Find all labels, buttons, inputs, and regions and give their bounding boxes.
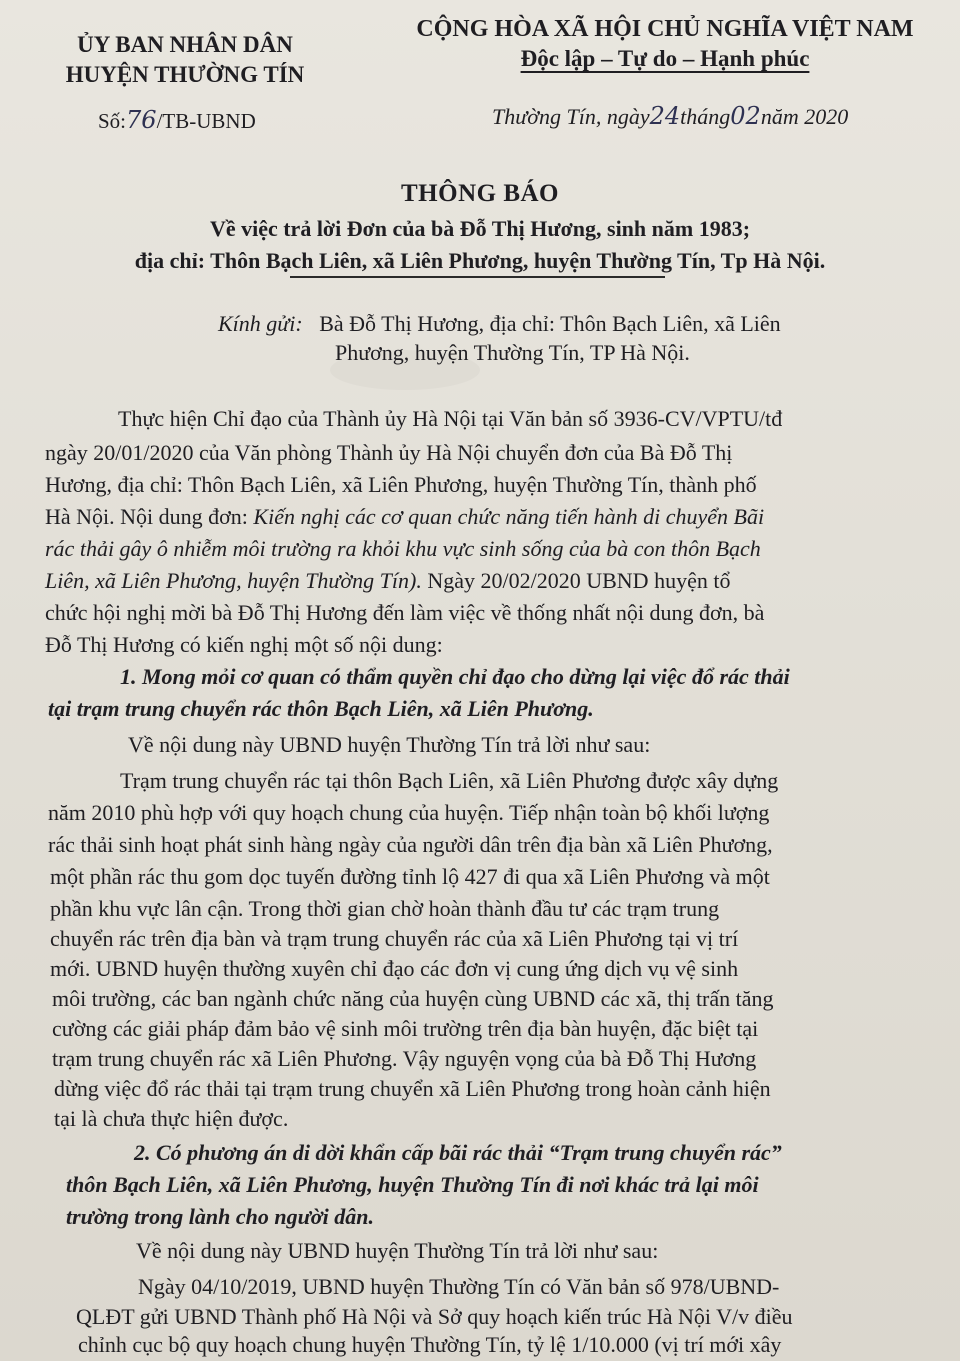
body-line: phần khu vực lân cận. Trong thời gian chờ hoàn thành đầu tư các trạm trung (50, 896, 720, 921)
body-line: Về nội dung này UBND huyện Thường Tín trả lời như sau: (128, 732, 651, 757)
body-text-normal: Hà Nội. Nội dung đơn: (45, 504, 254, 529)
body-line: tại trạm trung chuyển rác thôn Bạch Liên, xã Liên Phương. (48, 696, 594, 721)
document-number (98, 106, 256, 134)
doc-number-suffix: /TB-UBND (156, 109, 256, 133)
country-name: CỘNG HÒA XÃ HỘI CHỦ NGHĨA VIỆT NAM (416, 16, 914, 42)
body-line: tại là chưa thực hiện được. (54, 1106, 289, 1131)
body-line: Ngày 04/10/2019, UBND huyện Thường Tín có Văn bản số 978/UBND- (138, 1274, 780, 1299)
subtitle-line-2: địa chỉ: Thôn Bạch Liên, xã Liên Phương, huyện Thường Tín, Tp Hà Nội. (134, 248, 826, 273)
title-underline (290, 276, 665, 278)
body-line: rác thải gây ô nhiễm môi trường ra khỏi khu vực sinh sống của bà con thôn Bạch (45, 536, 761, 561)
issuing-authority (40, 30, 330, 90)
date-place: Thường Tín, ngày (492, 104, 650, 129)
doc-number-handwritten: 76 (126, 106, 157, 134)
recipient-label: Kính gửi: (218, 311, 303, 336)
authority-line-1: ỦY BAN NHÂN DÂN (77, 32, 293, 57)
date-line (492, 102, 848, 130)
national-motto: Độc lập – Tự do – Hạnh phúc (520, 46, 810, 71)
body-line: cường các giải pháp đảm bảo vệ sinh môi trường trên địa bàn huyện, đặc biệt tại (52, 1016, 759, 1041)
body-line: Về nội dung này UBND huyện Thường Tín trả lời như sau: (136, 1238, 659, 1263)
recipient-block (218, 308, 781, 340)
doc-number-prefix: Số: (98, 109, 127, 133)
body-text-italic: Liên, xã Liên Phương, huyện Thường Tín). (45, 568, 422, 593)
body-line: trạm trung chuyển rác xã Liên Phương. Vậy nguyện vọng của bà Đỗ Thị Hương (52, 1046, 757, 1071)
body-line: chỉnh cục bộ quy hoạch chung huyện Thường Tín, tỷ lệ 1/10.000 (vị trí mới xây (78, 1332, 782, 1357)
body-line: môi trường, các ban ngành chức năng của huyện cùng UBND các xã, thị trấn tăng (52, 986, 774, 1011)
date-year: năm 2020 (760, 104, 849, 129)
body-line: Đỗ Thị Hương có kiến nghị một số nội dung: (45, 632, 443, 657)
body-text-normal: Ngày 20/02/2020 UBND huyện tổ (421, 568, 731, 593)
national-header (395, 14, 935, 74)
body-line: Thực hiện Chỉ đạo của Thành ủy Hà Nội tại Văn bản số 3936-CV/VPTU/tđ (118, 406, 783, 431)
recipient-line-2: Phương, huyện Thường Tín, TP Hà Nội. (335, 340, 690, 365)
body-line: mới. UBND huyện thường xuyên chỉ đạo các đơn vị cung ứng dịch vụ vệ sinh (50, 956, 739, 981)
body-line: thôn Bạch Liên, xã Liên Phương, huyện Thường Tín đi nơi khác trả lại môi (66, 1172, 759, 1197)
body-line: 1. Mong mỏi cơ quan có thẩm quyền chỉ đạo cho dừng lại việc đổ rác thải (120, 664, 790, 689)
date-day: 24 (649, 102, 681, 130)
body-line: rác thải sinh hoạt phát sinh hàng ngày của người dân trên địa bàn xã Liên Phương, (48, 832, 773, 857)
subtitle-line-1: Về việc trả lời Đơn của bà Đỗ Thị Hương, sinh năm 1983; (209, 216, 751, 241)
body-text-italic: Kiến nghị các cơ quan chức năng tiến hành di chuyển Bãi (253, 504, 765, 529)
date-month-label: tháng (680, 104, 731, 129)
body-line: trường trong lành cho người dân. (66, 1204, 374, 1229)
body-line: năm 2010 phù hợp với quy hoạch chung của huyện. Tiếp nhận toàn bộ khối lượng (48, 800, 770, 825)
body-line: 2. Có phương án di dời khẩn cấp bãi rác thải “Trạm trung chuyển rác” (134, 1140, 782, 1165)
body-line: QLĐT gửi UBND Thành phố Hà Nội và Sở quy hoạch kiến trúc Hà Nội V/v điều (76, 1304, 793, 1329)
body-line: một phần rác thu gom dọc tuyến đường tỉnh lộ 427 đi qua xã Liên Phương và một (50, 864, 770, 889)
document-title: THÔNG BÁO (401, 180, 559, 207)
body-line (45, 568, 730, 594)
recipient-line-1: Bà Đỗ Thị Hương, địa chỉ: Thôn Bạch Liên, xã Liên (319, 311, 781, 336)
body-line: chức hội nghị mời bà Đỗ Thị Hương đến làm việc về thống nhất nội dung đơn, bà (45, 600, 765, 625)
body-line: dừng việc đổ rác thải tại trạm trung chuyển xã Liên Phương trong hoàn cảnh hiện (54, 1076, 771, 1101)
body-line: ngày 20/01/2020 của Văn phòng Thành ủy Hà Nội chuyển đơn của Bà Đỗ Thị (45, 440, 733, 465)
body-line: chuyển rác trên địa bàn và trạm trung chuyển rác của xã Liên Phương tại vị trí (50, 926, 739, 951)
date-month: 02 (730, 102, 761, 130)
body-line (45, 504, 764, 530)
authority-line-2: HUYỆN THƯỜNG TÍN (65, 62, 305, 87)
body-line: Trạm trung chuyển rác tại thôn Bạch Liên, xã Liên Phương được xây dựng (120, 768, 779, 793)
body-line: Hương, địa chỉ: Thôn Bạch Liên, xã Liên Phương, huyện Thường Tín, thành phố (45, 472, 757, 497)
